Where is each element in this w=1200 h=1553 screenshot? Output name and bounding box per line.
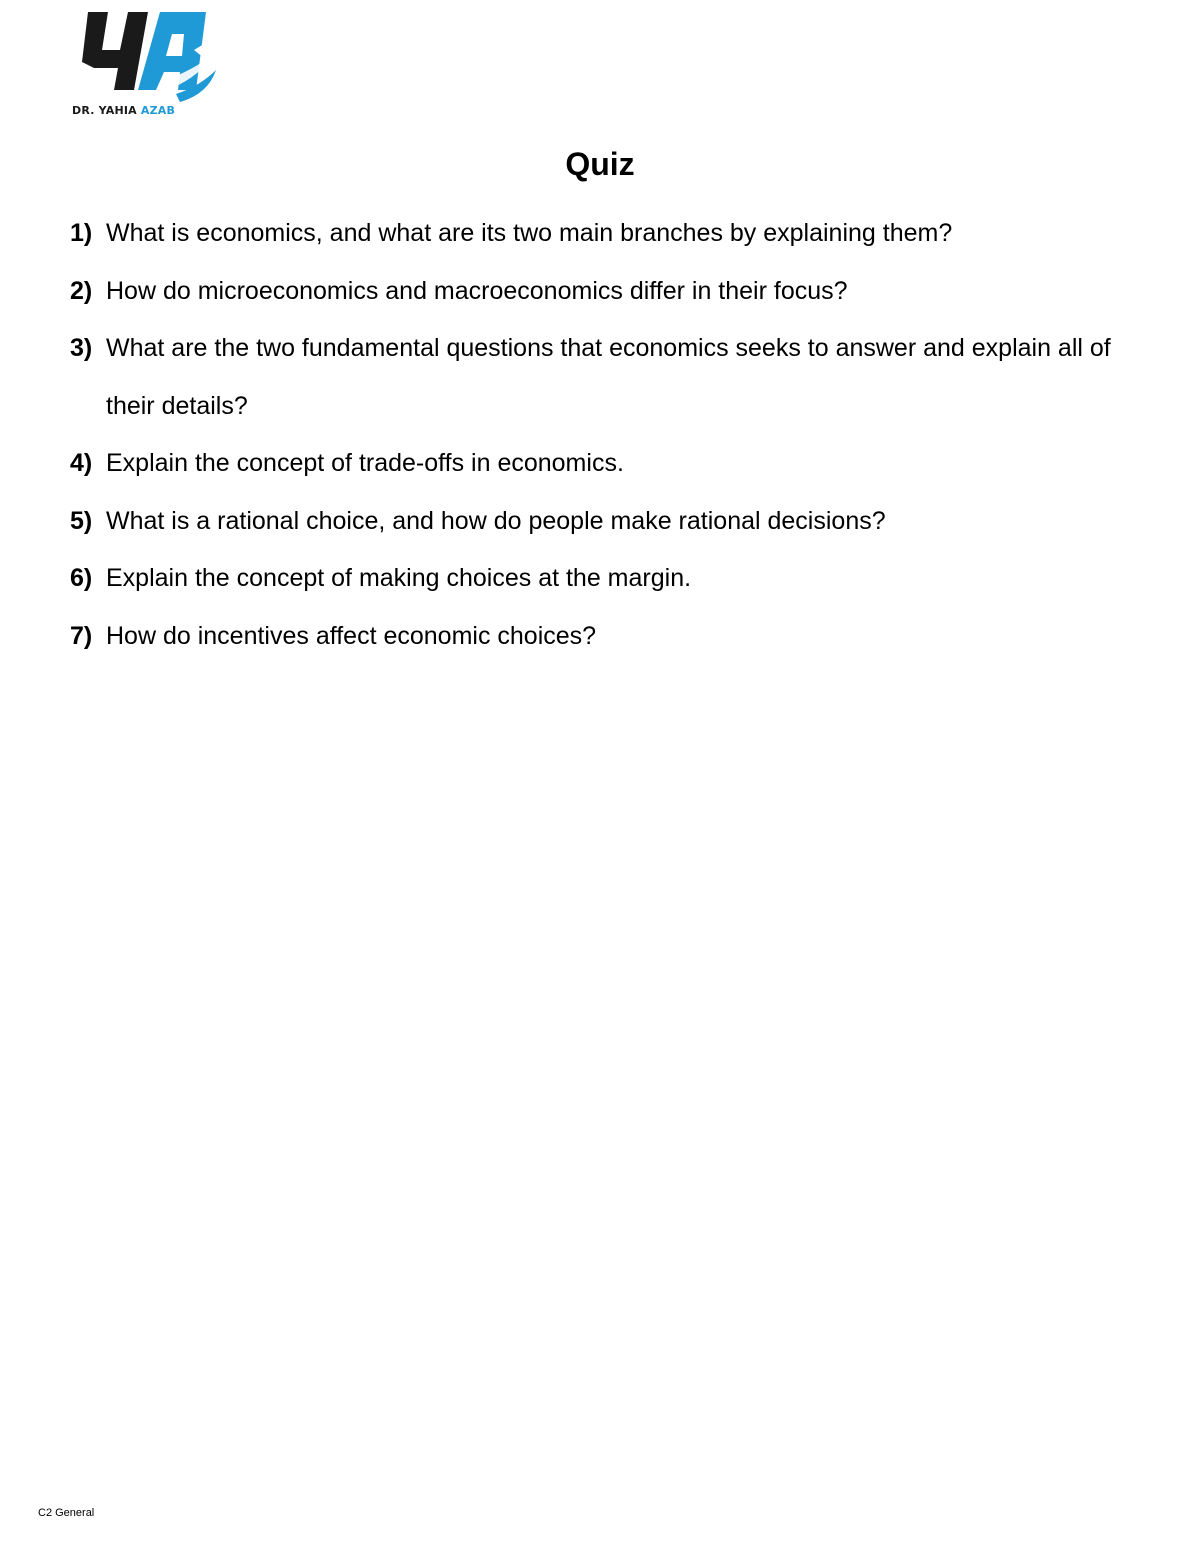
classification-label: C2 General xyxy=(38,1507,95,1519)
logo-caption-dark: DR. YAHIA xyxy=(72,104,137,117)
question-item xyxy=(70,205,1140,263)
question-item xyxy=(70,608,1140,666)
page-title: Quiz xyxy=(565,146,635,182)
logo-caption xyxy=(72,104,175,117)
question-text: How do microeconomics and macroeconomics differ in their focus? xyxy=(106,276,848,305)
question-item xyxy=(70,435,1140,493)
question-number: 7) xyxy=(70,621,93,650)
question-text: What is a rational choice, and how do people make rational decisions? xyxy=(106,506,886,535)
question-item xyxy=(70,493,1140,551)
question-number: 1) xyxy=(70,219,93,247)
question-number: 6) xyxy=(70,564,93,592)
question-number: 4) xyxy=(70,449,93,477)
question-text: Explain the concept of trade-offs in economics. xyxy=(106,449,624,477)
question-text: Explain the concept of making choices at the margin. xyxy=(106,564,692,592)
ya-monogram-logo-icon xyxy=(68,10,218,125)
question-text: How do incentives affect economic choices? xyxy=(106,621,597,650)
question-item xyxy=(70,320,1140,435)
question-number: 3) xyxy=(70,334,93,362)
question-number: 2) xyxy=(70,276,93,305)
question-item xyxy=(70,263,1140,321)
question-list xyxy=(70,205,1140,665)
logo-caption-accent: AZAB xyxy=(140,104,176,117)
question-number: 5) xyxy=(70,506,93,535)
logo-graphic xyxy=(68,10,218,105)
question-item xyxy=(70,550,1140,608)
question-text: What are the two fundamental questions that economics seeks to answer and explain all of their details? xyxy=(106,334,1111,420)
question-text: What is economics, and what are its two main branches by explaining them? xyxy=(106,219,953,247)
